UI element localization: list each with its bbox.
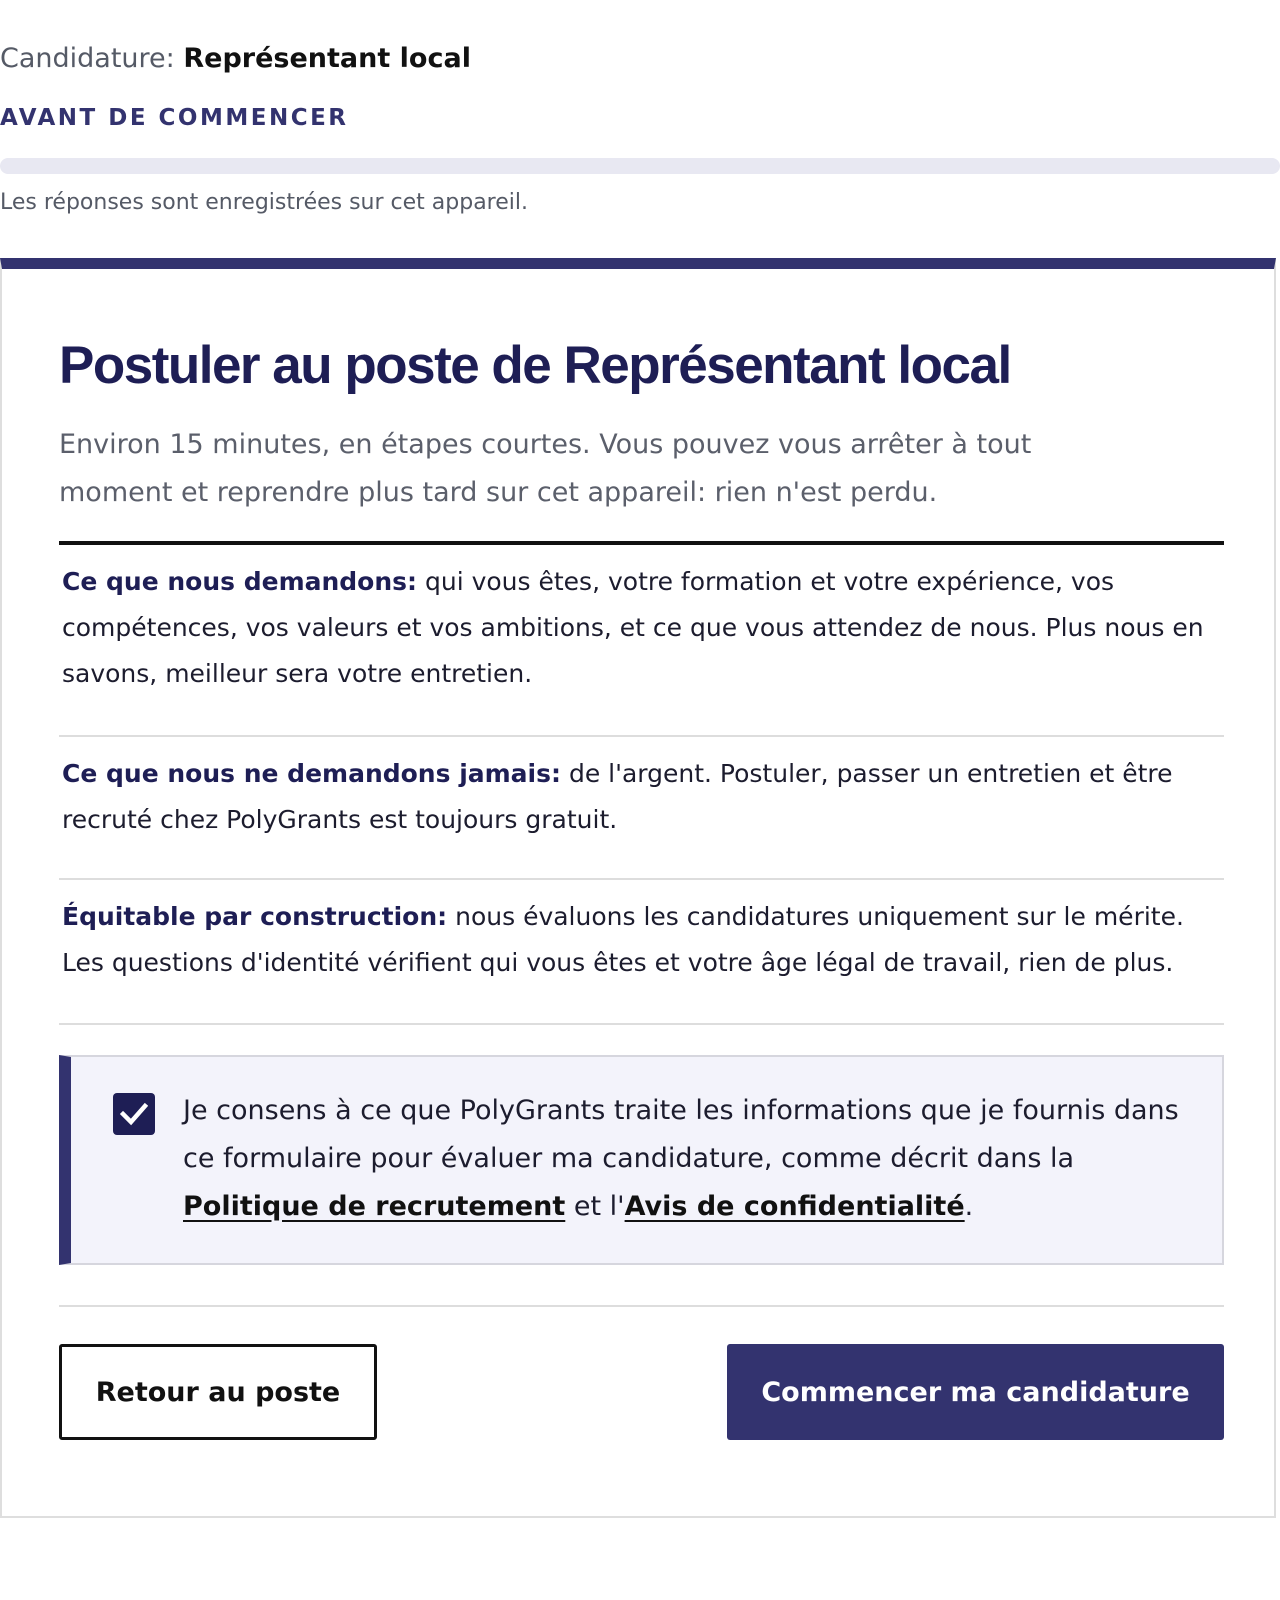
info-item-text: de l'argent. Postuler, passer un entretien et être recruté chez PolyGrants est toujours gratuit. bbox=[62, 759, 1173, 834]
info-item-text: nous évaluons les candidatures uniquement sur le mérite. Les questions d'identité vérifient qui vous êtes et votre âge légal de travail, rien de plus. bbox=[62, 902, 1184, 977]
page-title: Postuler au poste de Représentant local bbox=[59, 336, 1011, 395]
page-subtitle: Environ 15 minutes, en étapes courtes. Vous pouvez vous arrêter à tout moment et reprendre plus tard sur cet appareil: rien n'est perdu. bbox=[59, 429, 1032, 508]
divider bbox=[59, 735, 1224, 737]
start-application-button[interactable]: Commencer ma candidature bbox=[727, 1344, 1224, 1440]
progress-bar bbox=[0, 158, 1280, 174]
info-item-key: Ce que nous ne demandons jamais: bbox=[62, 759, 561, 788]
divider-strong bbox=[59, 541, 1224, 545]
recruitment-policy-link[interactable]: Politique de recrutement bbox=[183, 1191, 566, 1222]
consent-text-middle: et l' bbox=[573, 1191, 625, 1222]
privacy-notice-link[interactable]: Avis de confidentialité bbox=[624, 1191, 965, 1222]
check-icon bbox=[120, 1102, 148, 1126]
info-item-never-requested bbox=[62, 751, 1222, 843]
consent-text-before: Je consens à ce que PolyGrants traite les informations que je fournis dans ce formulaire pour évaluer ma candidature, comme décrit dans la bbox=[183, 1095, 1179, 1174]
application-header bbox=[0, 40, 471, 78]
info-item-fair bbox=[62, 894, 1222, 986]
info-item-text: qui vous êtes, votre formation et votre expérience, vos compétences, vos valeurs et vos ambitions, et ce que vous attendez de nous. Plus nous en savons, meilleur sera votre entretien. bbox=[62, 567, 1204, 688]
info-item-key: Ce que nous demandons: bbox=[62, 567, 418, 596]
info-item-key: Équitable par construction: bbox=[62, 902, 448, 931]
divider bbox=[59, 1305, 1224, 1307]
divider bbox=[59, 878, 1224, 880]
autosave-note: Les réponses sont enregistrées sur cet appareil. bbox=[0, 190, 528, 215]
consent-text-after: . bbox=[964, 1191, 974, 1222]
info-item-requested bbox=[62, 559, 1222, 697]
consent-text bbox=[183, 1087, 1193, 1231]
header-role: Représentant local bbox=[183, 43, 471, 74]
back-to-job-button[interactable]: Retour au poste bbox=[59, 1344, 377, 1440]
consent-box bbox=[59, 1055, 1224, 1265]
step-label: AVANT DE COMMENCER bbox=[0, 105, 349, 131]
intro-card bbox=[0, 258, 1276, 1518]
divider bbox=[59, 1023, 1224, 1025]
consent-checkbox[interactable] bbox=[113, 1093, 155, 1135]
header-prefix: Candidature: bbox=[0, 43, 175, 74]
